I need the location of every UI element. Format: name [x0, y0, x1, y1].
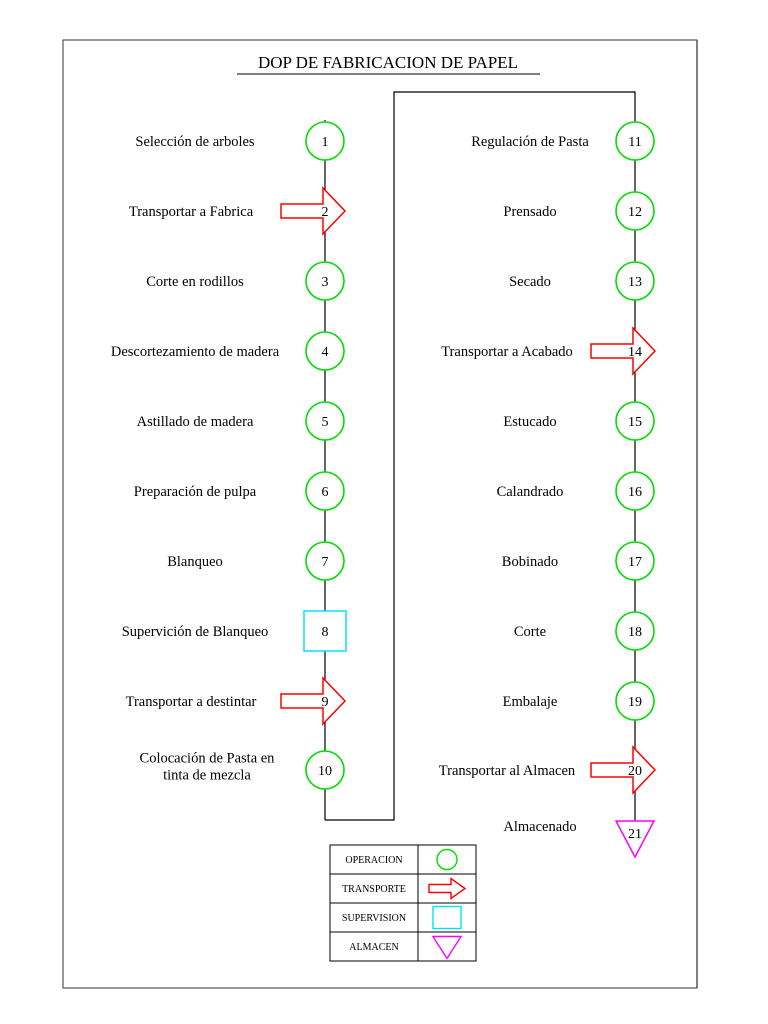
step-label: Almacenado: [503, 819, 577, 835]
step-label: Corte en rodillos: [146, 274, 244, 290]
step-number: 10: [318, 764, 332, 779]
step-label: Supervición de Blanqueo: [121, 624, 269, 640]
step-label: Selección de arboles: [135, 134, 255, 150]
step-label: Transportar al Almacen: [438, 763, 576, 779]
step-label: Secado: [509, 274, 551, 290]
step-label: Estucado: [503, 414, 557, 430]
step-number: 2: [321, 205, 329, 220]
step-label: Colocación de Pasta en: [139, 750, 275, 767]
step-label: Bobinado: [501, 554, 559, 570]
step-number: 3: [321, 275, 329, 290]
step-number: 1: [321, 135, 329, 150]
step-number: 16: [628, 485, 642, 500]
step-label: Prensado: [503, 204, 557, 220]
step-number: 14: [628, 345, 642, 360]
step-number: 4: [321, 345, 329, 360]
legend-label: TRANSPORTE: [342, 884, 406, 895]
step-number: 18: [628, 625, 642, 640]
legend-label: OPERACION: [345, 855, 403, 866]
step-number: 11: [628, 135, 642, 150]
step-number: 8: [321, 625, 329, 640]
step-label: Embalaje: [502, 694, 558, 710]
step-number: 15: [628, 415, 642, 430]
step-number: 7: [321, 555, 329, 570]
step-number: 9: [321, 695, 329, 710]
legend: [330, 845, 476, 961]
step-number: 5: [321, 415, 329, 430]
legend-operation-icon: [437, 850, 457, 870]
step-number: 12: [628, 205, 642, 220]
step-number: 21: [628, 827, 642, 842]
legend-label: ALMACEN: [349, 942, 399, 953]
step-number: 19: [628, 695, 642, 710]
legend-supervision-icon: [433, 907, 461, 929]
step-number: 20: [628, 764, 642, 779]
step-label: tinta de mezcla: [163, 767, 251, 784]
step-label: Transportar a destintar: [125, 694, 257, 710]
step-label: Descortezamiento de madera: [110, 344, 280, 360]
step-label: Blanqueo: [167, 554, 223, 570]
step-label: Corte: [513, 624, 547, 640]
diagram-title: DOP DE FABRICACION DE PAPEL: [257, 53, 519, 72]
step-label: Calandrado: [496, 484, 564, 500]
step-label: Transportar a Fabrica: [128, 204, 254, 220]
step-10: [140, 751, 344, 790]
step-label: Preparación de pulpa: [133, 484, 257, 500]
legend-label: SUPERVISION: [341, 913, 407, 924]
step-label: Regulación de Pasta: [471, 134, 589, 150]
step-label: Astillado de madera: [136, 414, 254, 430]
step-number: 6: [321, 485, 329, 500]
step-number: 13: [628, 275, 642, 290]
step-number: 17: [628, 555, 642, 570]
step-label: Transportar a Acabado: [441, 344, 573, 360]
